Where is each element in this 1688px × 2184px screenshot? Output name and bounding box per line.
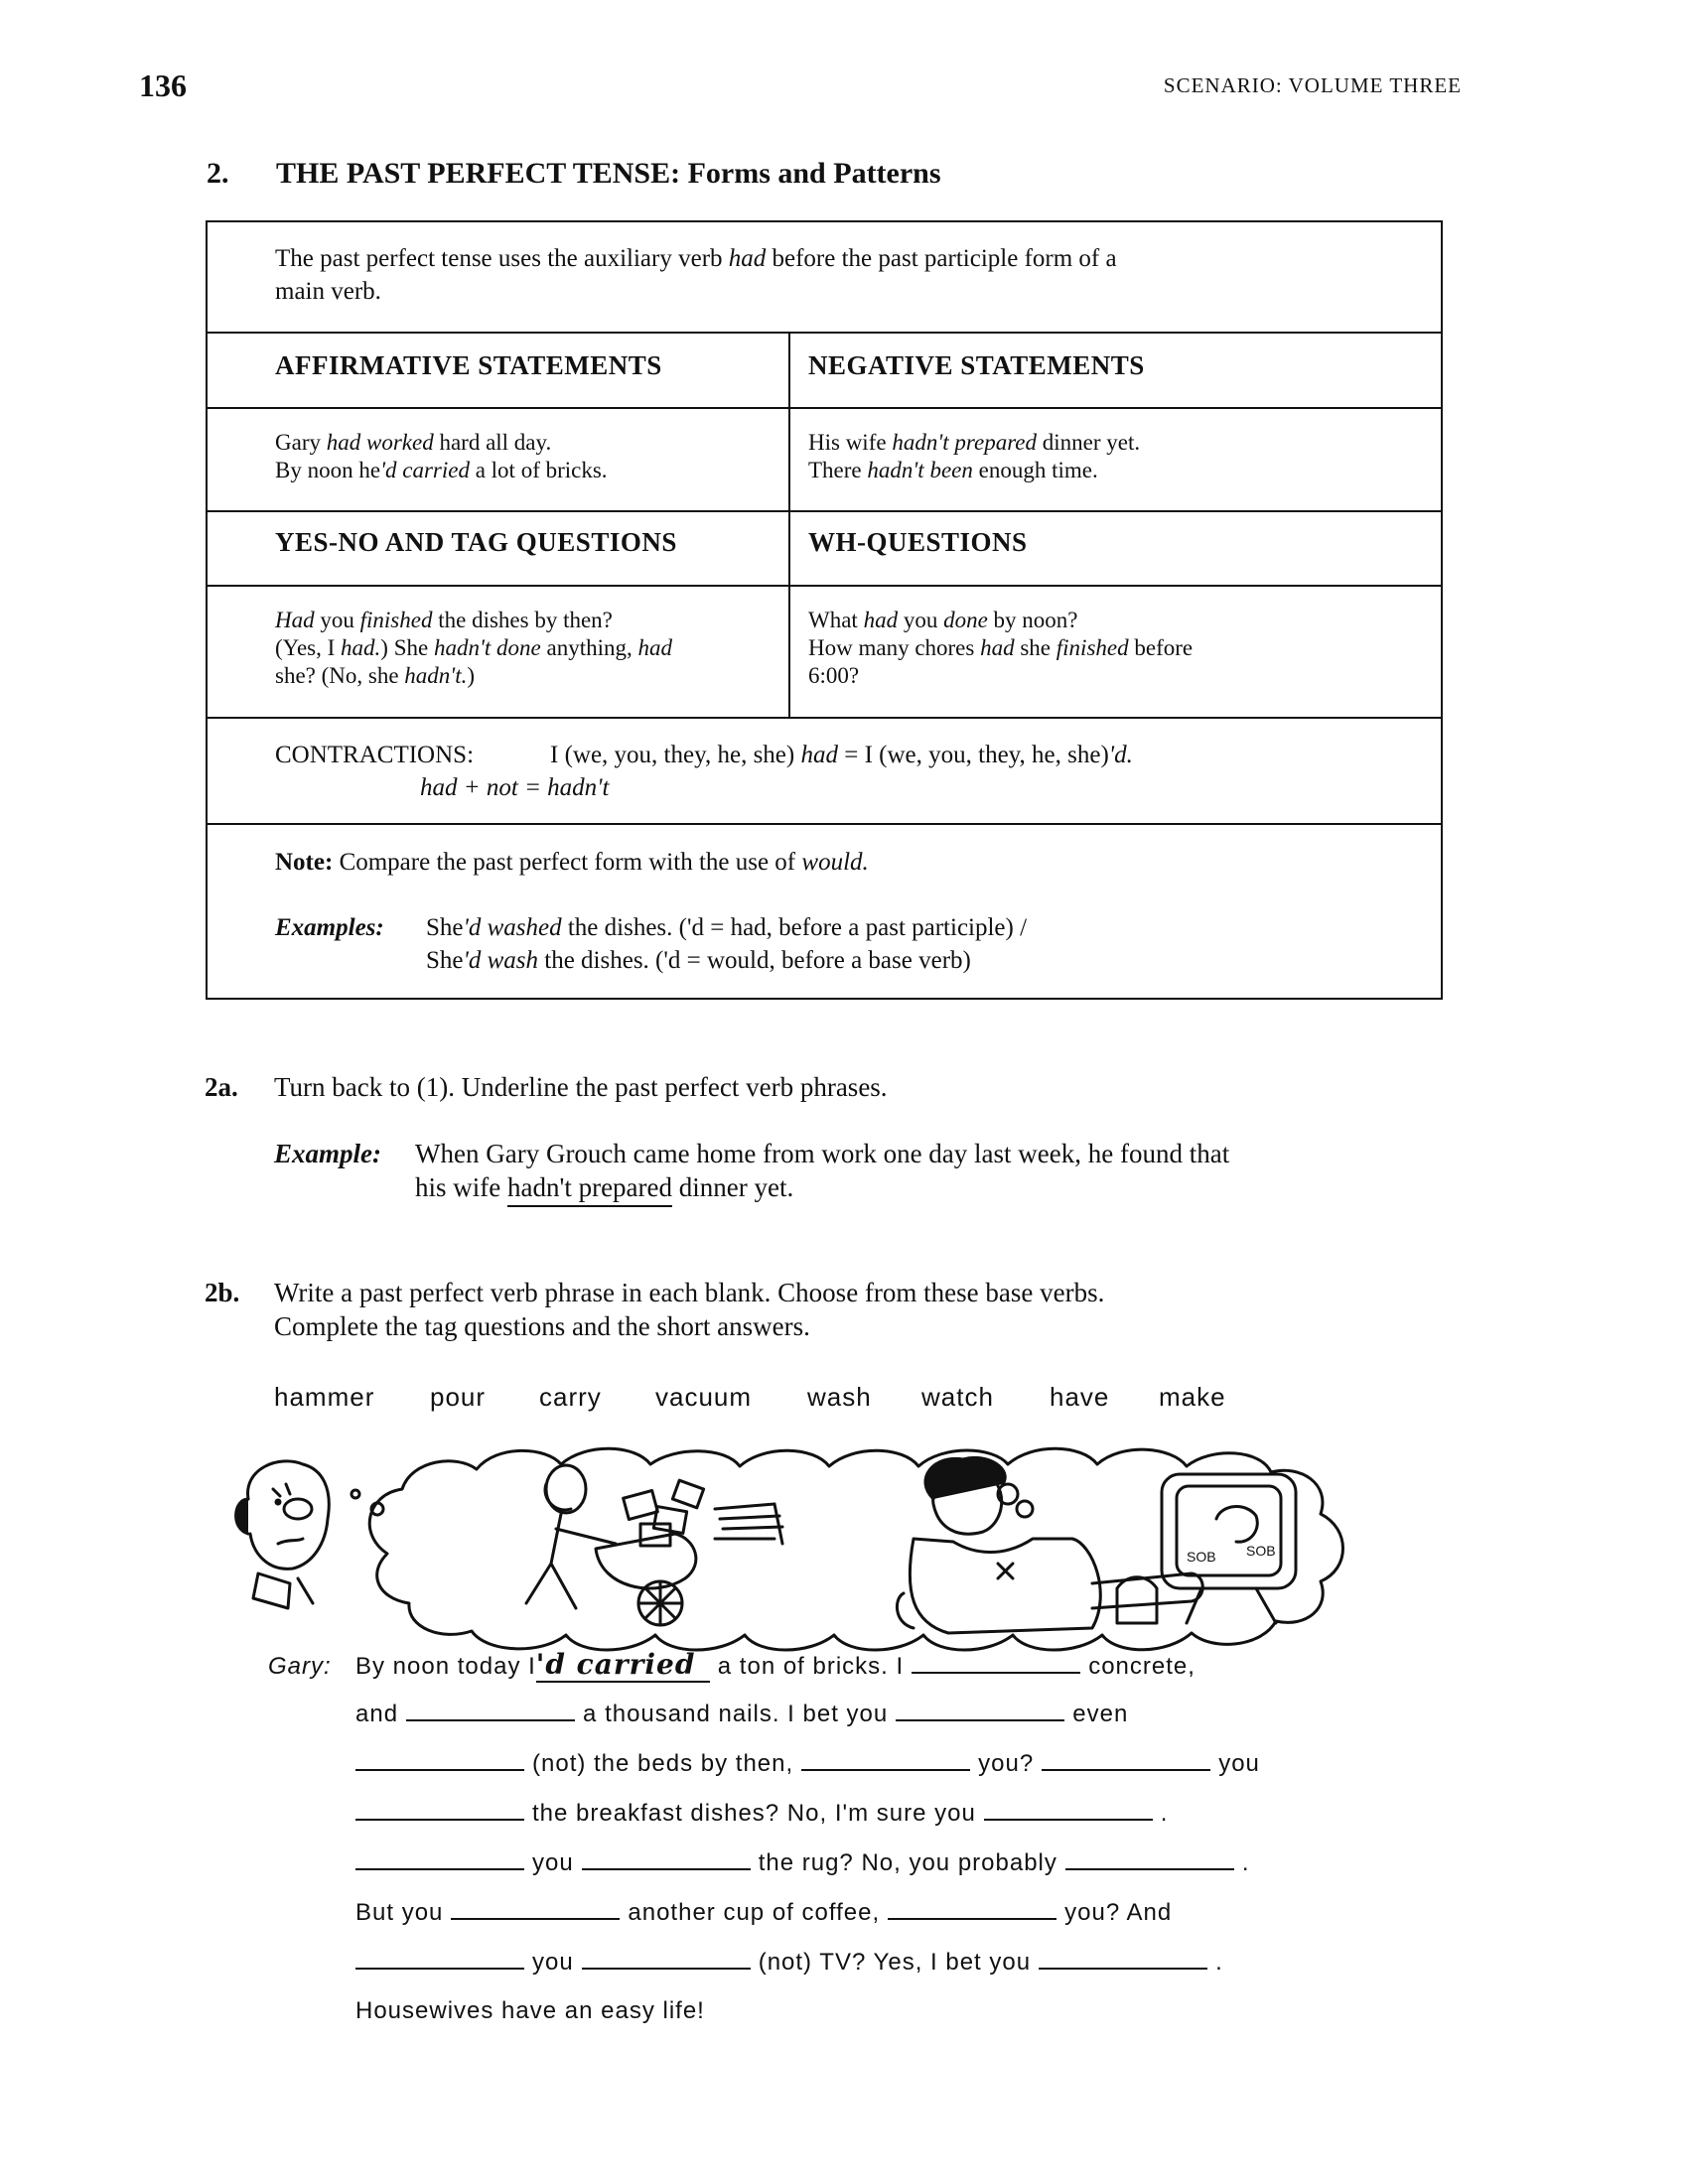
passage-text: you	[1218, 1750, 1260, 1777]
passage-text: you	[532, 1849, 574, 1876]
passage-text: .	[1160, 1800, 1169, 1827]
example-verb: done	[943, 608, 988, 632]
contraction-text: = I (we, you, they, he, she)	[837, 742, 1109, 768]
table-column-rule	[788, 332, 790, 717]
intro-text-part: The past perfect tense uses the auxiliary verb	[275, 245, 729, 272]
cartoon-illustration	[218, 1425, 1460, 1673]
filled-answer: 'd carried	[536, 1648, 710, 1683]
grammar-table	[206, 220, 1443, 1000]
example-text: dinner yet.	[1037, 430, 1141, 455]
base-verb: carry	[539, 1382, 602, 1412]
passage-line-1	[355, 1648, 1196, 1683]
exercise-2b-number: 2b.	[205, 1278, 240, 1307]
example-verb: 'd washed	[463, 914, 562, 941]
table-rule	[208, 510, 1441, 512]
example-text: his wife	[415, 1172, 507, 1202]
note-emphasis: would.	[801, 849, 869, 876]
example-text: enough time.	[972, 458, 1098, 482]
base-verb: watch	[921, 1382, 994, 1412]
page-number: 136	[139, 68, 187, 103]
contractions-label: CONTRACTIONS:	[275, 742, 475, 768]
intro-emphasis: had	[728, 245, 767, 272]
running-head: SCENARIO: VOLUME THREE	[1163, 73, 1462, 97]
exercise-2a-example-line2	[415, 1170, 793, 1204]
speaker-label: Gary:	[268, 1653, 332, 1680]
passage-text: (not) the beds by then,	[532, 1750, 794, 1777]
yes-no-heading: YES-NO AND TAG QUESTIONS	[275, 527, 677, 557]
example-verb: Had	[275, 608, 315, 632]
negative-heading: NEGATIVE STATEMENTS	[808, 350, 1145, 380]
example-verb: hadn't.	[404, 663, 468, 688]
underlined-verb-phrase: hadn't prepared	[507, 1172, 672, 1207]
example-text: you	[898, 608, 944, 632]
answer-blank[interactable]	[1042, 1749, 1210, 1771]
passage-line-8: Housewives have an easy life!	[355, 1997, 705, 2024]
affirmative-heading: AFFIRMATIVE STATEMENTS	[275, 350, 662, 380]
note-text: Compare the past perfect form with the use of	[339, 849, 802, 876]
passage-text: By noon today I	[355, 1653, 536, 1680]
example-verb: finished	[1055, 635, 1129, 660]
passage-text: concrete,	[1088, 1653, 1196, 1680]
example-text: you	[314, 608, 360, 632]
answer-blank[interactable]	[912, 1652, 1080, 1674]
answer-blank[interactable]	[355, 1749, 524, 1771]
answer-blank[interactable]	[355, 1948, 524, 1970]
answer-blank[interactable]	[582, 1848, 751, 1870]
passage-line-6	[355, 1898, 1172, 1927]
section-title: THE PAST PERFECT TENSE: Forms and Patterns	[276, 157, 941, 190]
exercise-2b-instruction-2: Complete the tag questions and the short answers.	[274, 1311, 810, 1341]
passage-text: you	[532, 1949, 574, 1976]
contraction-verb: 'd.	[1108, 742, 1133, 768]
note-example-1	[426, 911, 1399, 944]
wife-armchair	[897, 1457, 1202, 1633]
passage-text: and	[355, 1701, 399, 1727]
passage-line-2	[355, 1700, 1128, 1728]
exercise-2a-instruction: Turn back to (1). Underline the past perfect verb phrases.	[274, 1072, 888, 1102]
exercise-2a-number: 2a.	[205, 1072, 238, 1102]
example-text: the dishes. ('d = had, before a past participle) /	[561, 914, 1028, 941]
exercise-2b-instruction-1: Write a past perfect verb phrase in each blank. Choose from these base verbs.	[274, 1278, 1105, 1307]
example-text: )	[467, 663, 476, 688]
example-text: a lot of bricks.	[469, 458, 608, 482]
example-text: How many chores	[808, 635, 981, 660]
negative-examples	[808, 429, 1404, 484]
passage-text: a thousand nails. I bet you	[583, 1701, 889, 1727]
passage-text: .	[1241, 1849, 1250, 1876]
note-label: Note:	[275, 849, 334, 876]
contractions-line2: had + not = hadn't	[420, 774, 610, 801]
contraction-text: I (we, you, they, he, she)	[550, 742, 801, 768]
example-text: ) She	[380, 635, 434, 660]
example-text: Gary	[275, 430, 327, 455]
example-verb: had	[863, 608, 899, 632]
example-text: She	[426, 947, 464, 974]
answer-blank[interactable]	[355, 1848, 524, 1870]
wh-heading: WH-QUESTIONS	[808, 527, 1028, 557]
passage-text: a ton of bricks. I	[717, 1653, 905, 1680]
intro-text-part: main verb.	[275, 278, 381, 305]
example-text: hard all day.	[433, 430, 552, 455]
example-text: the dishes. ('d = would, before a base verb)	[538, 947, 971, 974]
note-line	[275, 846, 1407, 879]
table-rule	[208, 407, 1441, 409]
passage-text: another cup of coffee,	[628, 1899, 881, 1926]
example-text: (Yes, I	[275, 635, 342, 660]
example-text: What	[808, 608, 864, 632]
section-number: 2.	[207, 157, 229, 190]
example-text: 6:00?	[808, 663, 860, 688]
table-rule	[208, 717, 1441, 719]
exercise-2a-example-line1: When Gary Grouch came home from work one day last week, he found that	[415, 1139, 1230, 1168]
passage-text: (not) TV? Yes, I bet you	[758, 1949, 1032, 1976]
passage-text: you? And	[1064, 1899, 1173, 1926]
passage-text: the breakfast dishes? No, I'm sure you	[532, 1800, 976, 1827]
example-text: anything,	[540, 635, 638, 660]
note-example-2	[426, 944, 1399, 977]
example-text: There	[808, 458, 868, 482]
example-verb: hadn't done	[433, 635, 541, 660]
thought-dot	[352, 1490, 359, 1498]
base-verb: pour	[430, 1382, 487, 1412]
wh-examples	[808, 607, 1404, 690]
example-text: the dishes by then?	[432, 608, 613, 632]
tv-sign-2: SOB	[1246, 1543, 1276, 1559]
example-text: by noon?	[987, 608, 1078, 632]
answer-blank[interactable]	[582, 1948, 751, 1970]
base-verb: hammer	[274, 1382, 375, 1412]
base-verb: wash	[807, 1382, 872, 1412]
passage-line-7	[355, 1948, 1223, 1977]
example-text: She	[426, 914, 464, 941]
example-text: before	[1128, 635, 1194, 660]
answer-blank[interactable]	[451, 1898, 620, 1920]
passage-text: But you	[355, 1899, 444, 1926]
gary-face	[236, 1461, 330, 1608]
answer-blank[interactable]	[896, 1700, 1064, 1721]
gary-wheelbarrow	[526, 1465, 782, 1625]
table-rule	[208, 332, 1441, 334]
example-text: By noon he	[275, 458, 381, 482]
passage-text: the rug? No, you probably	[758, 1849, 1057, 1876]
answer-blank[interactable]	[355, 1799, 524, 1821]
example-verb: had	[980, 635, 1015, 660]
answer-blank[interactable]	[984, 1799, 1153, 1821]
example-verb: 'd carried	[380, 458, 470, 482]
answer-blank[interactable]	[888, 1898, 1056, 1920]
answer-blank[interactable]	[406, 1700, 575, 1721]
intro-text	[275, 242, 1407, 308]
answer-blank[interactable]	[1065, 1848, 1234, 1870]
table-rule	[208, 823, 1441, 825]
contraction-verb: had	[800, 742, 838, 768]
example-text: she? (No, she	[275, 663, 405, 688]
exercise-2a-example-label: Example:	[274, 1139, 381, 1168]
example-verb: had worked	[326, 430, 434, 455]
example-verb: had	[637, 635, 672, 660]
yes-no-examples	[275, 607, 781, 690]
example-verb: finished	[359, 608, 433, 632]
base-verb: have	[1050, 1382, 1110, 1412]
contractions-line1	[550, 739, 1404, 771]
example-text: she	[1014, 635, 1056, 660]
passage-line-3	[355, 1749, 1260, 1778]
passage-text: even	[1072, 1701, 1129, 1727]
passage-text: you?	[978, 1750, 1035, 1777]
example-verb: 'd wash	[463, 947, 539, 974]
base-verb: make	[1159, 1382, 1226, 1412]
examples-label: Examples:	[275, 914, 384, 941]
affirmative-examples	[275, 429, 772, 484]
base-verb: vacuum	[655, 1382, 753, 1412]
example-text: His wife	[808, 430, 893, 455]
passage-text: .	[1215, 1949, 1223, 1976]
answer-blank[interactable]	[801, 1749, 970, 1771]
intro-text-part: before the past participle form of a	[766, 245, 1117, 272]
passage-line-5	[355, 1848, 1250, 1877]
example-text: dinner yet.	[672, 1172, 794, 1202]
answer-blank[interactable]	[1039, 1948, 1207, 1970]
example-verb: hadn't prepared	[892, 430, 1037, 455]
example-verb: had.	[341, 635, 381, 660]
example-verb: hadn't been	[867, 458, 973, 482]
passage-line-4	[355, 1799, 1168, 1828]
table-rule	[208, 585, 1441, 587]
tv-sign-1: SOB	[1187, 1549, 1216, 1565]
